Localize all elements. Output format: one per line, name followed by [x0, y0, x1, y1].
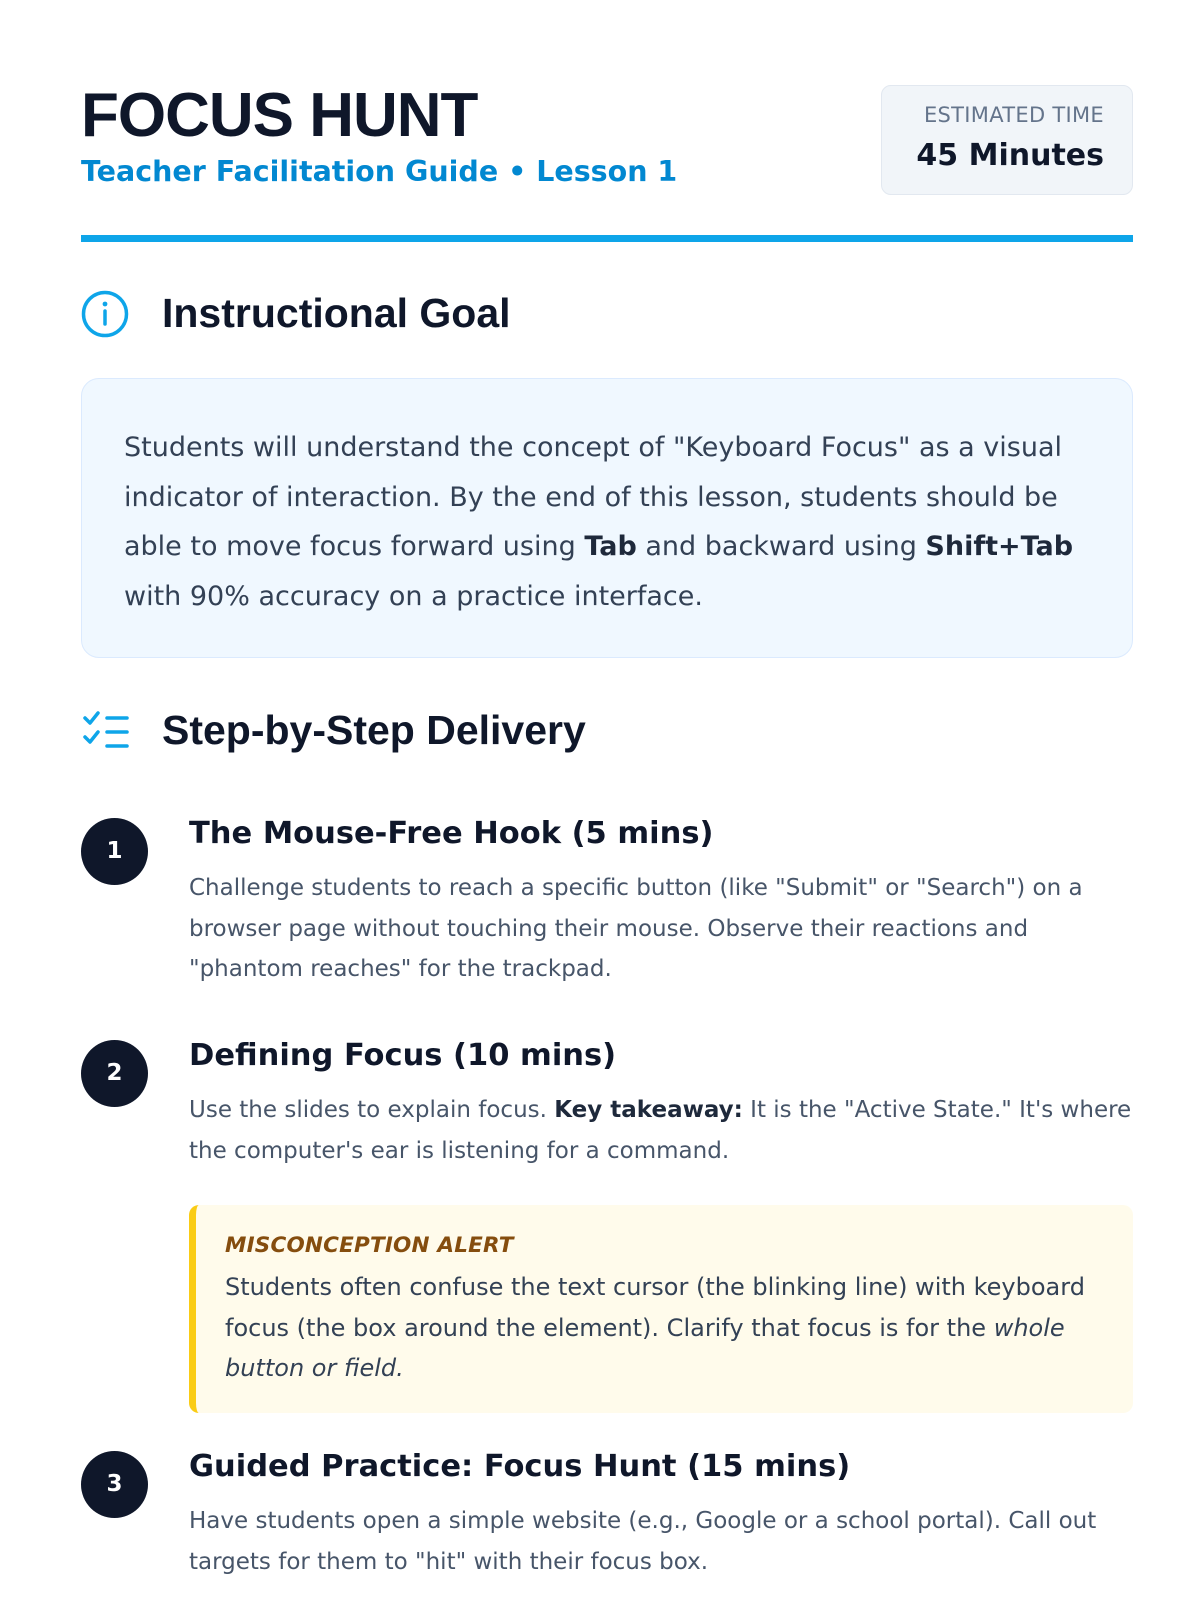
goal-heading: Instructional Goal: [162, 290, 511, 336]
info-icon: [81, 289, 133, 341]
step-title: Defining Focus (10 mins): [189, 1038, 617, 1073]
header-divider: [81, 235, 1133, 242]
delivery-section-header: [81, 700, 1133, 760]
step-number-badge: 2: [81, 1040, 148, 1107]
estimated-time-label: ESTIMATED TIME: [923, 103, 1104, 127]
step-body: [189, 812, 1133, 990]
goal-section-header: [81, 283, 1133, 343]
alert-text-emphasis: whole button or field.: [225, 1313, 1065, 1382]
step-title: The Mouse-Free Hook (5 mins): [189, 816, 714, 851]
step-description-part-1: Use the slides to explain focus.: [189, 1097, 555, 1123]
delivery-heading: Step-by-Step Delivery: [162, 707, 586, 753]
step-number-badge: 1: [81, 818, 148, 885]
checklist-icon: [81, 706, 133, 758]
goal-text-part-1: Students will understand the concept of "Keyboard Focus" as a visual indicator of interaction. By the end of this lesson, students should be able to move focus forward using: [124, 432, 1063, 562]
step-description: [189, 1090, 1133, 1171]
misconception-alert: [189, 1205, 1133, 1413]
page-title: FOCUS HUNT: [81, 81, 478, 150]
goal-text-part-3: with 90% accuracy on a practice interface.: [124, 580, 703, 612]
alert-text-body: Students often confuse the text cursor (the blinking line) with keyboard focus (the box around the element). Clarify that focus is for the: [225, 1273, 1085, 1342]
step-description-part-2: It is the "Active State." It's where the computer's ear is listening for a command.: [189, 1097, 1132, 1164]
step-description: Challenge students to reach a specific button (like "Submit" or "Search") on a browser page without touching their mouse. Observe their reactions and "phantom reaches" for the trackpad.: [189, 875, 1083, 982]
key-takeaway-label: Key takeaway:: [554, 1097, 743, 1123]
alert-text: [225, 1267, 1093, 1389]
estimated-time-value: 45 Minutes: [916, 138, 1104, 173]
page-subtitle: Teacher Facilitation Guide • Lesson 1: [81, 155, 678, 188]
step-body: [189, 1034, 1133, 1171]
step-title: Guided Practice: Focus Hunt (15 mins): [189, 1449, 851, 1484]
alert-label: MISCONCEPTION ALERT: [225, 1233, 514, 1258]
goal-text: [124, 423, 1092, 621]
page-header: [81, 80, 1133, 240]
step-description: Have students open a simple website (e.g., Google or a school portal). Call out targets for them to "hit" with their focus box.: [189, 1508, 1097, 1575]
goal-text-part-2: and backward using: [636, 531, 926, 562]
estimated-time-card: [881, 85, 1133, 195]
step-body: [189, 1445, 1133, 1582]
goal-key-tab: Tab: [584, 531, 637, 562]
goal-key-shift-tab: Shift+Tab: [925, 531, 1074, 562]
goal-callout: [81, 378, 1133, 658]
step-number-badge: 3: [81, 1451, 148, 1518]
